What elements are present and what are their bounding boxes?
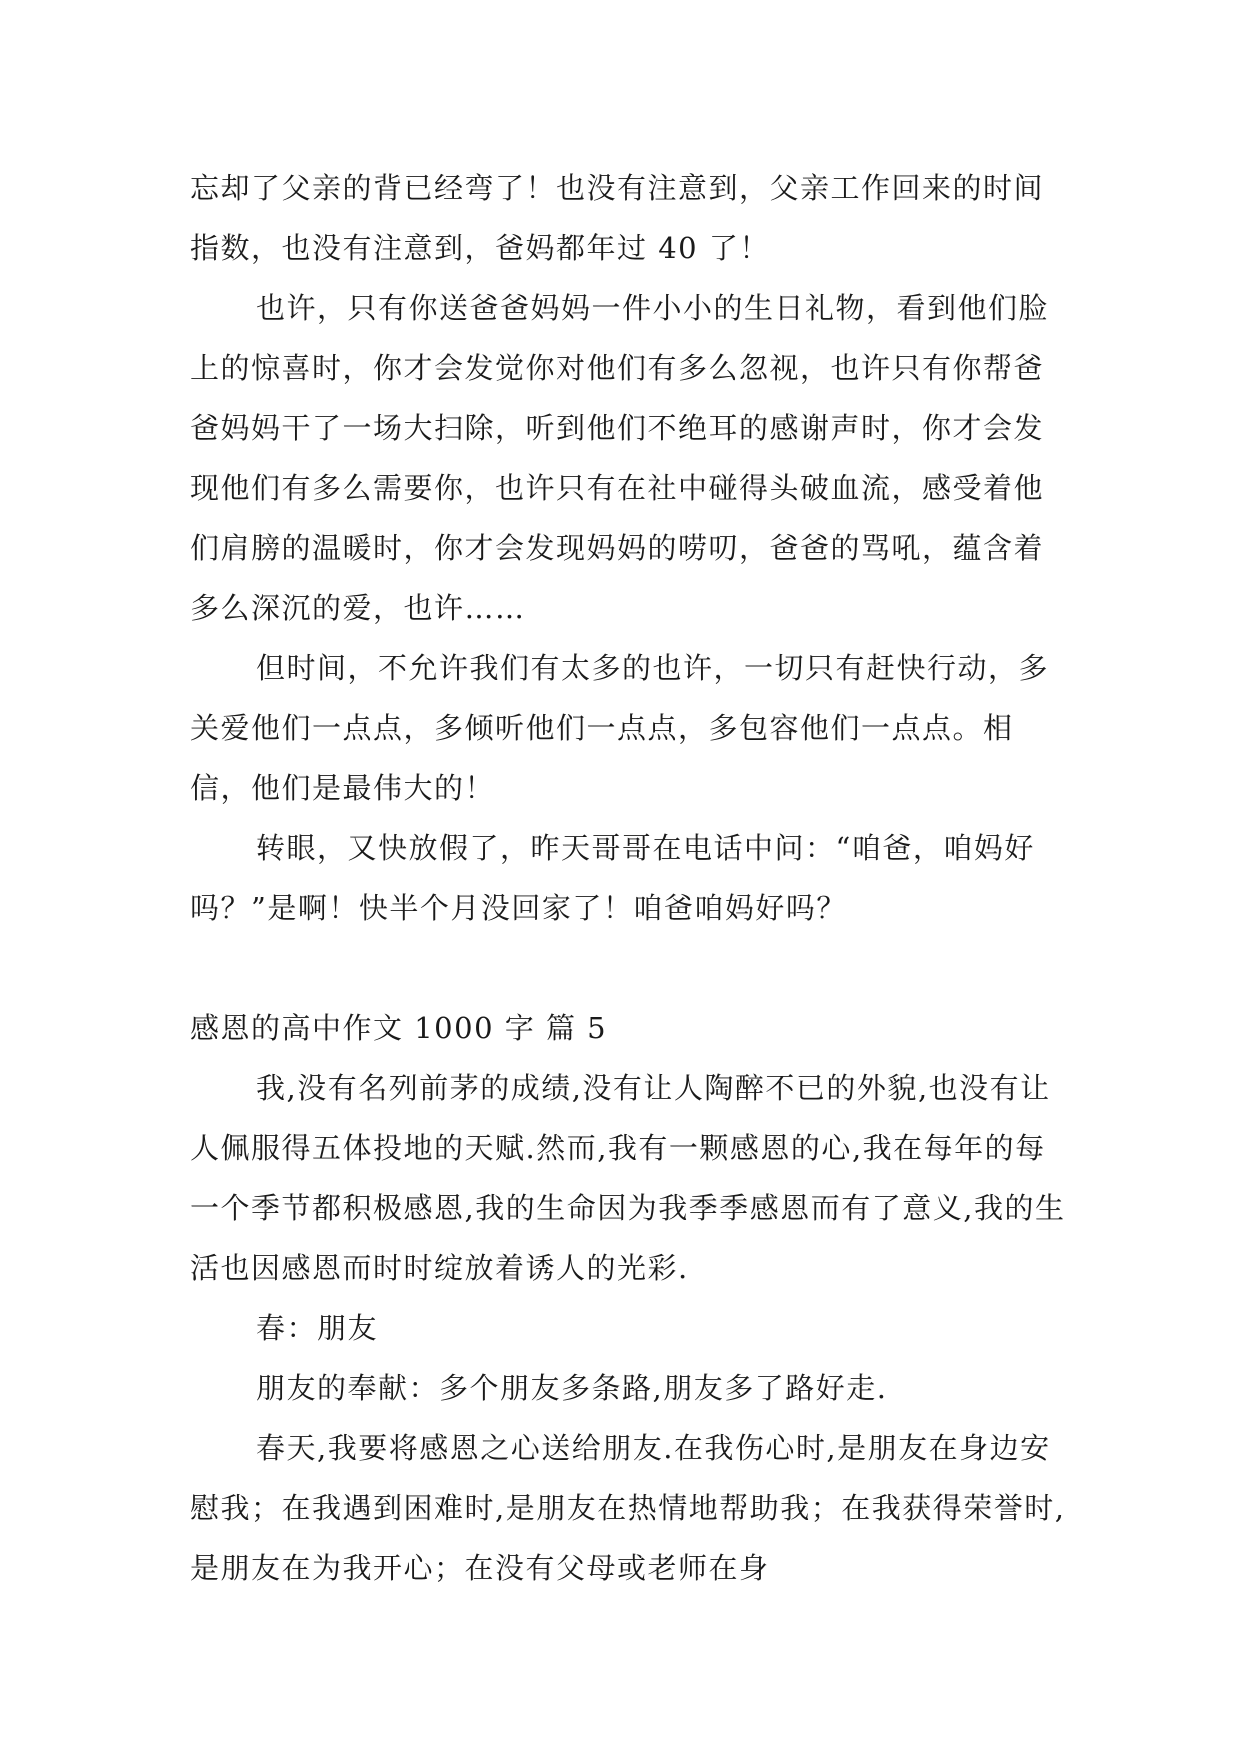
section-heading: 感恩的高中作文 1000 字 篇 5: [190, 1011, 608, 1045]
paragraph-spring-body: 春天,我要将感恩之心送给朋友.在我伤心时,是朋友在身边安慰我；在我遇到困难时,是朋友在热情地帮助我；在我获得荣誉时,是朋友在为我开心；在没有父母或老师在身: [190, 1431, 1066, 1585]
paragraph-time: 但时间，不允许我们有太多的也许，一切只有赶快行动，多关爱他们一点点，多倾听他们一点点，多包容他们一点点。相信，他们是最伟大的！: [190, 651, 1050, 805]
document-body: [190, 158, 1070, 1598]
paragraph-spring-title: 春：朋友: [256, 1311, 379, 1345]
paragraph-maybe: 也许，只有你送爸爸妈妈一件小小的生日礼物，看到他们脸上的惊喜时，你才会发觉你对他们有多么忽视，也许只有你帮爸爸妈妈干了一场大扫除，听到他们不绝耳的感谢声时，你才会发现他们有多么需要你，也许只有在社中碰得头破血流，感受着他们肩膀的温暖时，你才会发现妈妈的唠叨，爸爸的骂吼，蕴含着多么深沉的爱，也许……: [190, 291, 1050, 625]
paragraph-holiday: 转眼，又快放假了，昨天哥哥在电话中问：“咱爸，咱妈好吗？”是啊！快半个月没回家了！咱爸咱妈好吗？: [190, 831, 1035, 925]
paragraph-friend-dedication: 朋友的奉献：多个朋友多条路,朋友多了路好走.: [256, 1371, 888, 1405]
paragraph-intro: 我,没有名列前茅的成绩,没有让人陶醉不已的外貌,也没有让人佩服得五体投地的天赋.然而,我有一颗感恩的心,我在每年的每一个季节都积极感恩,我的生命因为我季季感恩而有了意义,我的生活也因感恩而时时绽放着诱人的光彩.: [190, 1071, 1066, 1285]
paragraph-continuation: 忘却了父亲的背已经弯了！也没有注意到，父亲工作回来的时间指数，也没有注意到，爸妈都年过 40 了！: [190, 171, 1045, 265]
